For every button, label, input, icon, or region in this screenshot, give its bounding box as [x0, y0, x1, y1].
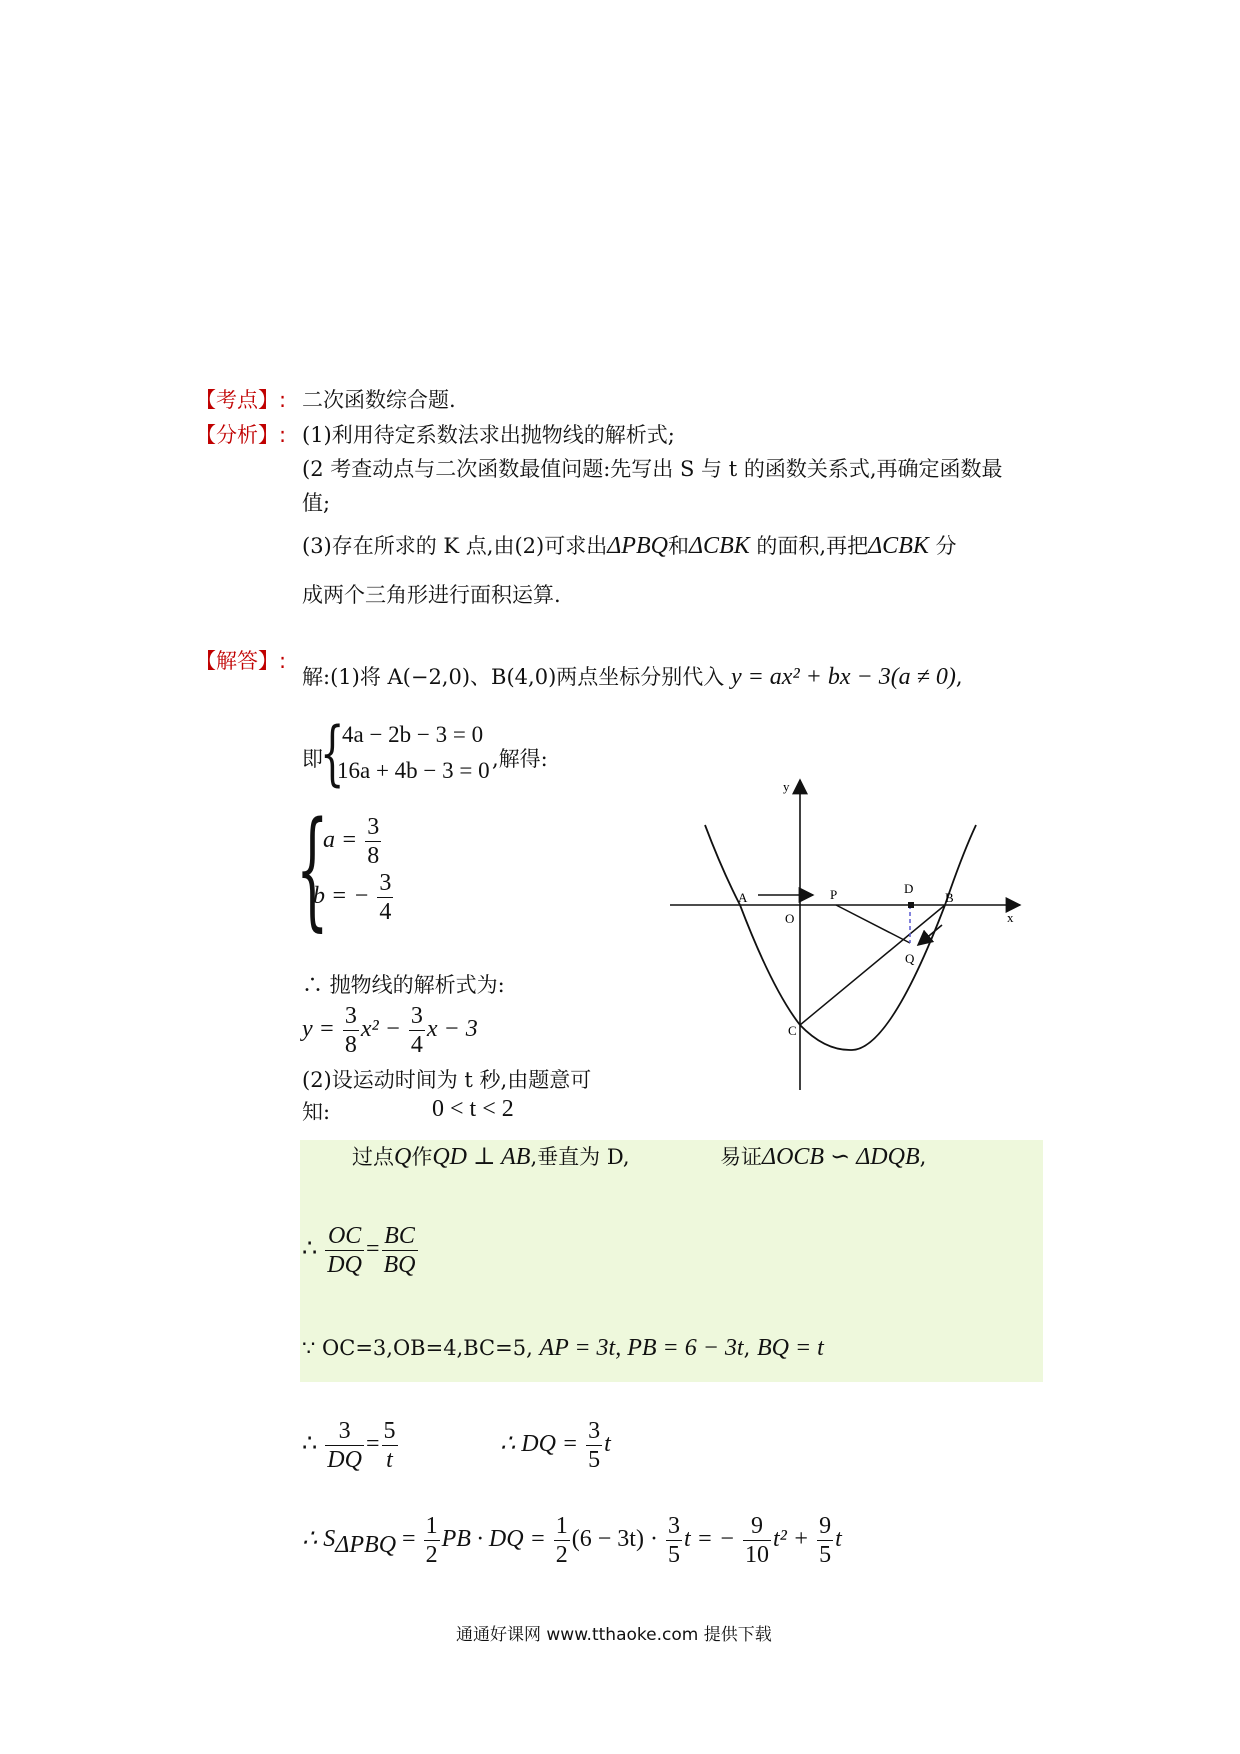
hl-line1	[352, 1143, 630, 1171]
math-ap-pb: AP = 3t, PB = 6 − 3t	[539, 1335, 744, 1361]
dq-pre: ∴	[302, 1431, 318, 1458]
s-frac1	[424, 1512, 440, 1569]
b-num: 3	[379, 870, 392, 896]
s-pre: ∴ S	[302, 1526, 336, 1553]
p-f1-den: 8	[344, 1032, 357, 1058]
s-f1-num: 1	[425, 1513, 438, 1539]
s-f1-den: 2	[425, 1542, 438, 1568]
p-frac2	[409, 1002, 425, 1059]
label-o: O	[785, 911, 795, 926]
dq2-den: 5	[588, 1447, 601, 1473]
label-p: P	[830, 887, 838, 902]
s-f4-den: 10	[745, 1542, 770, 1568]
hl-r2-num: BC	[382, 1222, 418, 1251]
fenxi-line4-d: 分	[928, 534, 957, 558]
part2-line2: 知:	[302, 1100, 331, 1124]
hl-line3	[302, 1334, 824, 1362]
dq2-pre: ∴ DQ =	[500, 1431, 579, 1458]
label-q: Q	[905, 951, 915, 966]
parabola-curve	[705, 825, 976, 1050]
hl-line1-e: ,	[919, 1145, 927, 1169]
dq-frac1	[325, 1417, 364, 1474]
s-frac3	[666, 1512, 682, 1569]
fenxi-line5: 成两个三角形进行面积运算.	[302, 583, 561, 607]
s-mid2: (6 − 3t) ·	[571, 1526, 658, 1553]
p-frac1	[343, 1002, 359, 1059]
p-f1-num: 3	[344, 1003, 357, 1029]
right-angle-mark	[908, 902, 914, 908]
hl-frac2	[382, 1222, 418, 1279]
fenxi-row	[195, 421, 286, 449]
fenxi-tag: 【分析】:	[195, 423, 287, 447]
b-den: 4	[379, 899, 392, 925]
brace-system1: {	[320, 712, 345, 794]
fenxi-line4-c: 的面积,再把	[749, 534, 869, 558]
s-frac4	[743, 1512, 771, 1569]
s-f3-num: 3	[667, 1513, 680, 1539]
a-num: 3	[367, 814, 380, 840]
math-qd-perp-ab: QD ⊥ AB	[432, 1144, 531, 1170]
fenxi-line3: 值;	[302, 491, 331, 515]
fenxi-line1: (1)利用待定系数法求出抛物线的解析式;	[302, 423, 675, 447]
part2-range: 0 < t < 2	[432, 1096, 514, 1122]
s-f3-den: 5	[667, 1542, 680, 1568]
dq2-end: t	[604, 1431, 611, 1458]
hl-r1-den: DQ	[327, 1252, 362, 1278]
s-frac5	[817, 1512, 833, 1569]
math-similar: ΔOCB ∽ ΔDQB	[762, 1144, 920, 1170]
label-a: A	[738, 890, 748, 905]
hl-frac1	[325, 1222, 364, 1279]
part2-line1: (2)设运动时间为 t 秒,由题意可	[302, 1068, 592, 1092]
parabola-figure	[660, 775, 1040, 1095]
s-mid1: PB · DQ =	[441, 1526, 546, 1553]
kaodian-row	[195, 386, 286, 414]
math-bq: BQ = t	[756, 1335, 824, 1361]
hl-line3-pre: ∵ OC=3,OB=4,BC=5,	[302, 1336, 533, 1360]
math-cbk: ΔCBK	[688, 533, 750, 559]
fenxi-line2: (2 考查动点与二次函数最值问题:先写出 S 与 t 的函数关系式,再确定函数最	[302, 457, 1003, 481]
kaodian-text: 二次函数综合题.	[302, 388, 456, 412]
parabola-y: y =	[302, 1016, 335, 1043]
a-den: 8	[367, 843, 380, 869]
dq-eq1: ∴ $\frac{3}{DQ}$ = $\frac{5}{t}$	[302, 1418, 396, 1473]
fenxi-line4-b: 和	[667, 534, 689, 558]
label-y: y	[783, 779, 790, 794]
kaodian-tag: 【考点】:	[195, 388, 287, 412]
a-frac	[365, 813, 381, 870]
parabola-formula	[302, 1002, 478, 1059]
s-f5-num: 9	[819, 1513, 832, 1539]
dq-f1-den: DQ	[327, 1447, 362, 1473]
hl-line3-sep: ,	[743, 1336, 751, 1360]
hl-q: Q	[394, 1144, 412, 1170]
dq-f2-den: t	[386, 1447, 393, 1473]
dq-f1-num: 3	[325, 1417, 364, 1446]
b-solution	[313, 869, 395, 926]
a-eq-label: a =	[323, 827, 358, 854]
dq2-frac	[586, 1417, 602, 1474]
hl-line1-c: ,垂直为 D,	[530, 1145, 630, 1169]
hl-line1-a: 过点	[352, 1145, 394, 1169]
jieda-line1	[302, 663, 963, 691]
s-sub: ΔPBQ	[335, 1531, 397, 1558]
dq-eq2	[500, 1417, 611, 1474]
dq-f2-num: 5	[383, 1418, 396, 1444]
label-b: B	[945, 890, 954, 905]
hl-line1-d: 易证	[720, 1145, 762, 1169]
s-mid3: t = −	[683, 1526, 736, 1553]
math-cbk-2: ΔCBK	[868, 533, 929, 559]
fenxi-line4	[302, 532, 957, 560]
p-f2-num: 3	[410, 1003, 423, 1029]
hl-r2-den: BQ	[383, 1252, 416, 1278]
label-d: D	[904, 881, 914, 896]
parabola-label: ∴ 抛物线的解析式为:	[302, 973, 505, 997]
s-f2-num: 1	[555, 1513, 568, 1539]
p-mid: x² −	[360, 1016, 401, 1043]
a-solution	[323, 813, 383, 870]
footer-text: 通通好课网 www.tthaoke.com 提供下载	[456, 1625, 772, 1645]
hl-ratio: ∴ $\frac{OC}{DQ}$ = $\frac{BC}{BQ}$	[302, 1223, 416, 1278]
s-mid4: t² +	[773, 1526, 810, 1553]
math-pbq: ΔPBQ	[607, 533, 668, 559]
p-end: x − 3	[426, 1016, 478, 1043]
hl-line1-right	[720, 1143, 926, 1171]
b-eq-label: b = −	[313, 883, 370, 910]
p-f2-den: 4	[410, 1032, 423, 1058]
s-f4-num: 9	[743, 1512, 771, 1541]
hl-r1-num: OC	[325, 1222, 364, 1251]
label-c: C	[788, 1023, 797, 1038]
ji-label: 即	[302, 747, 323, 771]
s-frac2	[554, 1512, 570, 1569]
fenxi-line4-a: (3)存在所求的 K 点,由(2)可求出	[302, 534, 608, 558]
hl-line1-b: 作	[411, 1145, 433, 1169]
math-parabola-general: y = ax² + bx − 3(a ≠ 0)	[730, 664, 956, 690]
dq-frac2	[382, 1417, 398, 1474]
area-formula	[302, 1512, 842, 1569]
label-x: x	[1007, 910, 1014, 925]
segment-pq	[836, 905, 910, 943]
jieda-tag: 【解答】:	[195, 649, 287, 673]
eq2: 16a + 4b − 3 = 0	[337, 758, 490, 783]
brace-solution: {	[296, 795, 329, 944]
jieda-line1-text: 解:(1)将 A(−2,0)、B(4,0)两点坐标分别代入	[302, 665, 725, 689]
jieda-line1-end: ,	[955, 665, 963, 689]
eq1: 4a − 2b − 3 = 0	[342, 722, 484, 747]
s-end: t	[835, 1526, 842, 1553]
b-frac	[377, 869, 393, 926]
hl-ratio-pre: ∴	[302, 1236, 318, 1263]
s-f5-den: 5	[819, 1542, 832, 1568]
jiede-label: ,解得:	[492, 747, 548, 771]
dq2-num: 3	[588, 1418, 601, 1444]
s-f2-den: 2	[555, 1542, 568, 1568]
jieda-row	[195, 647, 286, 675]
s-eq: =	[402, 1526, 416, 1553]
